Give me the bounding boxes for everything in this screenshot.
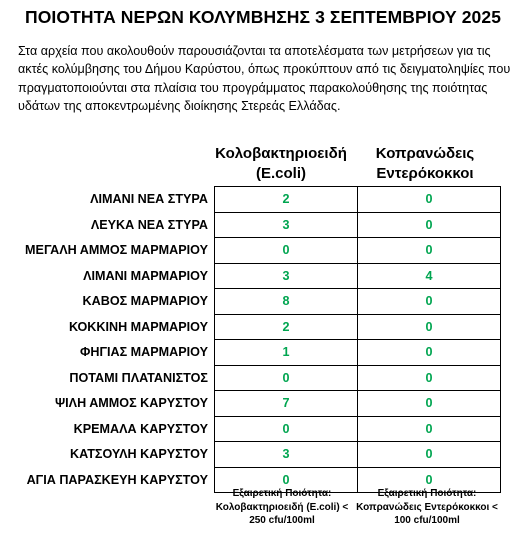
enterococci-value-cell: 0 <box>358 314 501 340</box>
ecoli-threshold-note <box>212 487 352 528</box>
table-row <box>12 340 501 366</box>
table-row <box>12 187 501 213</box>
results-table <box>12 186 501 493</box>
enterococci-column-header <box>350 144 500 184</box>
ecoli-value-cell: 2 <box>215 314 358 340</box>
enterococci-note-line3: 100 cfu/100ml <box>394 515 460 526</box>
enterococci-note-line1: Εξαιρετική Ποιότητα: <box>377 488 477 499</box>
table-row <box>12 442 501 468</box>
site-name-cell: ΛΙΜΑΝΙ ΝΕΑ ΣΤΥΡΑ <box>90 192 208 207</box>
ecoli-note-line1: Εξαιρετική Ποιότητα: <box>232 488 332 499</box>
site-name-cell: ΚΑΒΟΣ ΜΑΡΜΑΡΙΟΥ <box>82 294 208 309</box>
site-name-cell: ΨΙΛΗ ΑΜΜΟΣ ΚΑΡΥΣΤΟΥ <box>54 396 208 411</box>
ecoli-value-cell: 2 <box>215 187 358 213</box>
ecoli-value-cell: 3 <box>215 442 358 468</box>
enterococci-value-cell: 0 <box>358 340 501 366</box>
table-row <box>12 238 501 264</box>
ecoli-column-header <box>206 144 356 184</box>
ecoli-value-cell: 8 <box>215 289 358 315</box>
enterococci-value-cell: 4 <box>358 263 501 289</box>
ecoli-value-cell: 3 <box>215 212 358 238</box>
site-name-cell: ΚΟΚΚΙΝΗ ΜΑΡΜΑΡΙΟΥ <box>68 319 208 334</box>
ecoli-value-cell: 1 <box>215 340 358 366</box>
site-name-cell: ΦΗΓΙΑΣ ΜΑΡΜΑΡΙΟΥ <box>80 345 208 360</box>
table-row <box>12 263 501 289</box>
table-row <box>12 365 501 391</box>
ecoli-value-cell: 7 <box>215 391 358 417</box>
enterococci-value-cell: 0 <box>358 212 501 238</box>
results-table-body <box>12 187 501 493</box>
ecoli-note-line3: 250 cfu/100ml <box>249 515 315 526</box>
enterococci-value-cell: 0 <box>358 391 501 417</box>
ecoli-value-cell: 0 <box>215 365 358 391</box>
ecoli-value-cell: 0 <box>215 467 358 493</box>
table-row <box>12 289 501 315</box>
enterococci-value-cell: 0 <box>358 416 501 442</box>
ecoli-value-cell: 0 <box>215 416 358 442</box>
site-name-cell: ΚΡΕΜΑΛΑ ΚΑΡΥΣΤΟΥ <box>73 421 208 436</box>
enterococci-value-cell: 0 <box>358 289 501 315</box>
ecoli-value-cell: 3 <box>215 263 358 289</box>
site-name-cell: ΛΙΜΑΝΙ ΜΑΡΜΑΡΙΟΥ <box>83 268 208 283</box>
table-row <box>12 391 501 417</box>
site-name-cell: ΠΟΤΑΜΙ ΠΛΑΤΑΝΙΣΤΟΣ <box>69 370 208 385</box>
site-name-cell: ΛΕΥΚΑ ΝΕΑ ΣΤΥΡΑ <box>90 217 208 232</box>
site-name-cell: ΚΑΤΣΟΥΛΗ ΚΑΡΥΣΤΟΥ <box>70 447 208 462</box>
ecoli-header-line1: Κολοβακτηριοειδή <box>215 145 347 162</box>
enterococci-header-line2: Εντερόκοκκοι <box>376 165 474 182</box>
enterococci-value-cell: 0 <box>358 442 501 468</box>
enterococci-value-cell: 0 <box>358 365 501 391</box>
ecoli-value-cell: 0 <box>215 238 358 264</box>
enterococci-value-cell: 0 <box>358 467 501 493</box>
page-title: ΠΟΙΟΤΗΤΑ ΝΕΡΩΝ ΚΟΛΥΜΒΗΣΗΣ 3 ΣΕΠΤΕΜΒΡΙΟΥ 2025 <box>24 7 502 27</box>
site-name-cell: ΑΓΙΑ ΠΑΡΑΣΚΕΥΗ ΚΑΡΥΣΤΟΥ <box>26 472 208 487</box>
ecoli-note-line2: Κολοβακτηριοειδή (E.coli) < <box>215 501 349 513</box>
site-name-cell: ΜΕΓΑΛΗ ΑΜΜΟΣ ΜΑΡΜΑΡΙΟΥ <box>25 243 208 258</box>
enterococci-note-line2: Κοπρανώδεις Εντερόκοκκοι < <box>356 501 498 513</box>
enterococci-value-cell: 0 <box>358 238 501 264</box>
table-row <box>12 314 501 340</box>
enterococci-header-line1: Κοπρανώδεις <box>375 145 475 162</box>
table-row <box>12 212 501 238</box>
table-row <box>12 416 501 442</box>
enterococci-value-cell: 0 <box>358 187 501 213</box>
enterococci-threshold-note <box>356 487 498 528</box>
intro-paragraph: Στα αρχεία που ακολουθούν παρουσιάζονται τα αποτελέσματα των μετρήσεων για τις ακτές κολύμβησης του Δήμου Καρύστου, όπως προκύπτουν από τις δειγματοληψίες που πραγματοποιούνται στα πλαίσια του προγράμματος παρακολούθησης της ποιότητας υδάτων της αποκεντρωμένης διοίκησης Στερεάς Ελλάδας. <box>18 44 511 114</box>
ecoli-header-line2: (E.coli) <box>255 165 306 182</box>
